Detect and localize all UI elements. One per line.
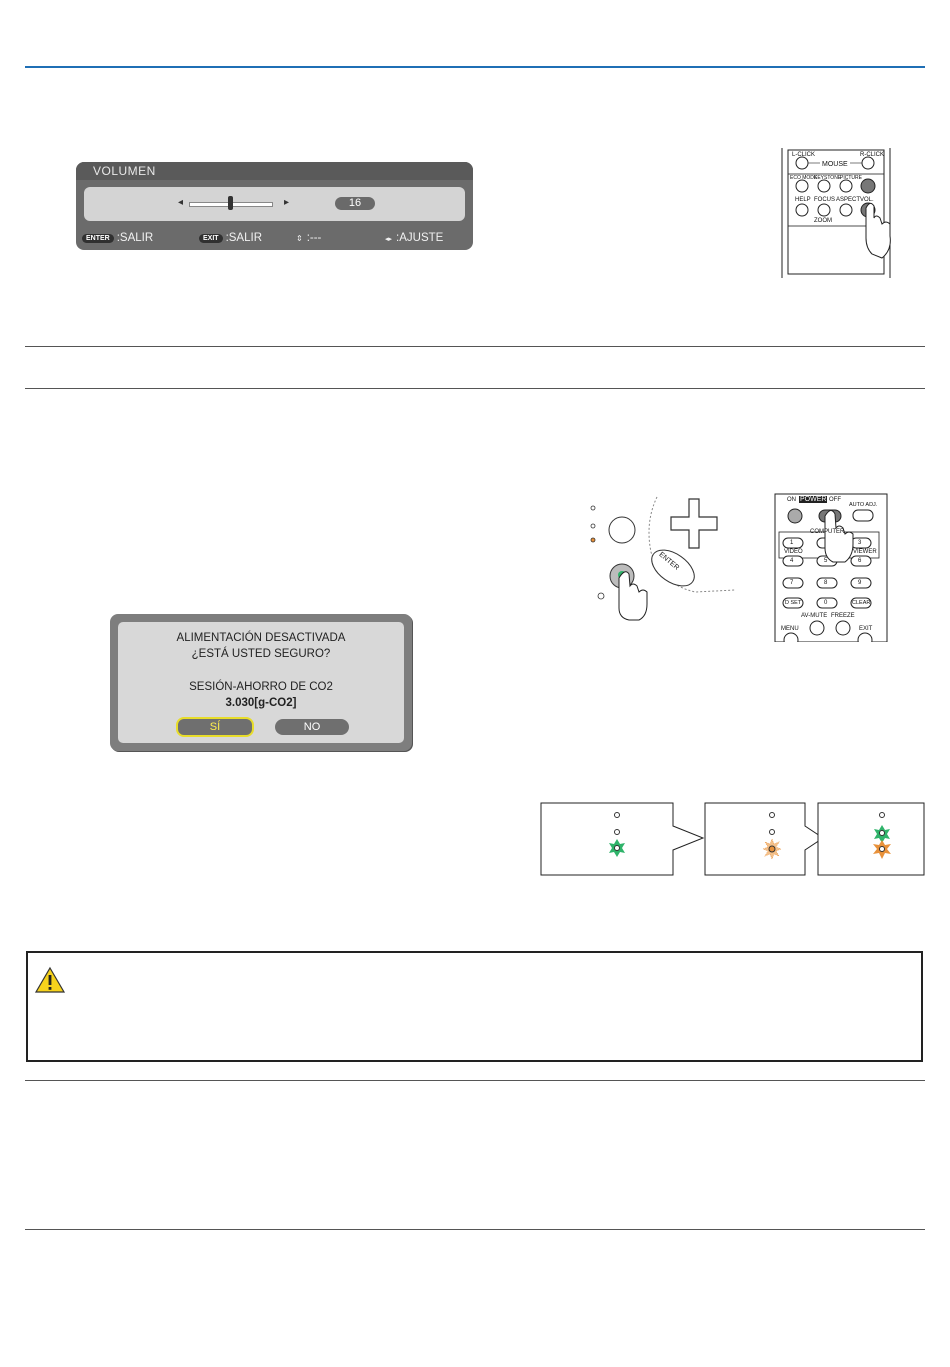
- r-click-label: R-CLICK: [860, 152, 885, 158]
- section-rule-4: [25, 1229, 925, 1230]
- footer-enter: [82, 232, 153, 244]
- header-rule: [25, 66, 925, 68]
- updown-arrow-icon: ⇕: [296, 234, 303, 243]
- key-1[interactable]: 1: [790, 540, 794, 546]
- exit-key-badge: EXIT: [199, 234, 223, 243]
- volume-slider-panel: [84, 187, 465, 221]
- menu-label: MENU: [781, 626, 799, 632]
- key-3[interactable]: 3: [858, 540, 862, 546]
- footer-leftright: [385, 232, 443, 244]
- remote-power-drawing: [773, 492, 889, 642]
- aspect-label: ASPECT: [836, 197, 861, 203]
- exit-label: EXIT: [859, 626, 873, 632]
- dialog-question: ¿ESTÁ USTED SEGURO?: [191, 648, 331, 660]
- remote-power-illustration: [773, 492, 889, 642]
- slider-right-arrow-icon[interactable]: ▸: [284, 197, 290, 208]
- key-5[interactable]: 5: [824, 558, 828, 564]
- power-label: POWER: [800, 496, 827, 503]
- led-box-1: [541, 803, 703, 875]
- panel-enter-label: ENTER: [657, 551, 681, 572]
- key-6[interactable]: 6: [858, 558, 862, 564]
- vol-label: VOL.: [860, 197, 874, 203]
- section-rule-2: [25, 388, 925, 389]
- auto-adj-label: AUTO ADJ.: [849, 502, 878, 508]
- dialog-co2-value: 3.030[g-CO2]: [225, 697, 297, 709]
- caution-box: [26, 951, 923, 1062]
- keystone-label: KEYSTONE: [814, 175, 842, 181]
- enter-action: :SALIR: [116, 232, 154, 244]
- key-4[interactable]: 4: [790, 558, 794, 564]
- led-sequence-drawing: [540, 802, 925, 876]
- volume-title: VOLUMEN: [93, 164, 156, 178]
- help-label: HELP: [795, 197, 811, 203]
- av-mute-label: AV-MUTE: [801, 613, 828, 619]
- volume-osd: [76, 162, 473, 250]
- section-rule-1: [25, 346, 925, 347]
- key-7[interactable]: 7: [790, 580, 794, 586]
- projector-panel-illustration: [585, 492, 735, 622]
- power-off-dialog-panel: [118, 622, 404, 743]
- warning-icon: [34, 966, 66, 994]
- slider-left-arrow-icon[interactable]: ◂: [178, 197, 184, 208]
- key-9[interactable]: 9: [858, 580, 862, 586]
- mouse-label: MOUSE: [822, 161, 848, 168]
- key-8[interactable]: 8: [824, 580, 828, 586]
- exit-action: :SALIR: [225, 232, 262, 244]
- key-0[interactable]: 0: [824, 600, 828, 606]
- section-rule-3: [25, 1080, 925, 1081]
- leftright-arrow-icon: ◂▸: [385, 236, 393, 243]
- no-button[interactable]: NO: [275, 719, 349, 735]
- power-off-dialog: [110, 614, 412, 751]
- video-label: VIDEO: [784, 549, 803, 555]
- dialog-title: ALIMENTACIÓN DESACTIVADA: [176, 632, 346, 644]
- zoom-label: ZOOM: [814, 218, 832, 224]
- computer-label: COMPUTER: [810, 529, 845, 535]
- l-click-label: L-CLICK: [792, 152, 816, 158]
- leftright-action: :AJUSTE: [396, 232, 444, 244]
- yes-button[interactable]: SÍ: [176, 717, 254, 737]
- picture-label: PICTURE: [840, 175, 862, 181]
- footer-updown: [296, 232, 321, 244]
- clear-label[interactable]: CLEAR: [852, 600, 871, 606]
- freeze-label: FREEZE: [831, 613, 855, 619]
- remote-volume-illustration: [780, 146, 892, 278]
- off-label: OFF: [829, 497, 841, 503]
- dialog-co2-label: SESIÓN-AHORRO DE CO2: [189, 681, 333, 693]
- volume-value: 16: [335, 197, 375, 210]
- enter-key-badge: ENTER: [82, 234, 114, 243]
- footer-exit: [199, 232, 262, 244]
- focus-label: FOCUS: [814, 197, 835, 203]
- updown-action: :---: [306, 232, 322, 244]
- eco-mode-label: ECO MODE: [790, 175, 818, 181]
- on-label: ON: [787, 497, 796, 503]
- id-set-label[interactable]: D SET: [785, 600, 802, 606]
- viewer-label: VIEWER: [853, 549, 877, 555]
- led-sequence-illustration: [540, 802, 925, 876]
- volume-slider-thumb[interactable]: [228, 196, 233, 210]
